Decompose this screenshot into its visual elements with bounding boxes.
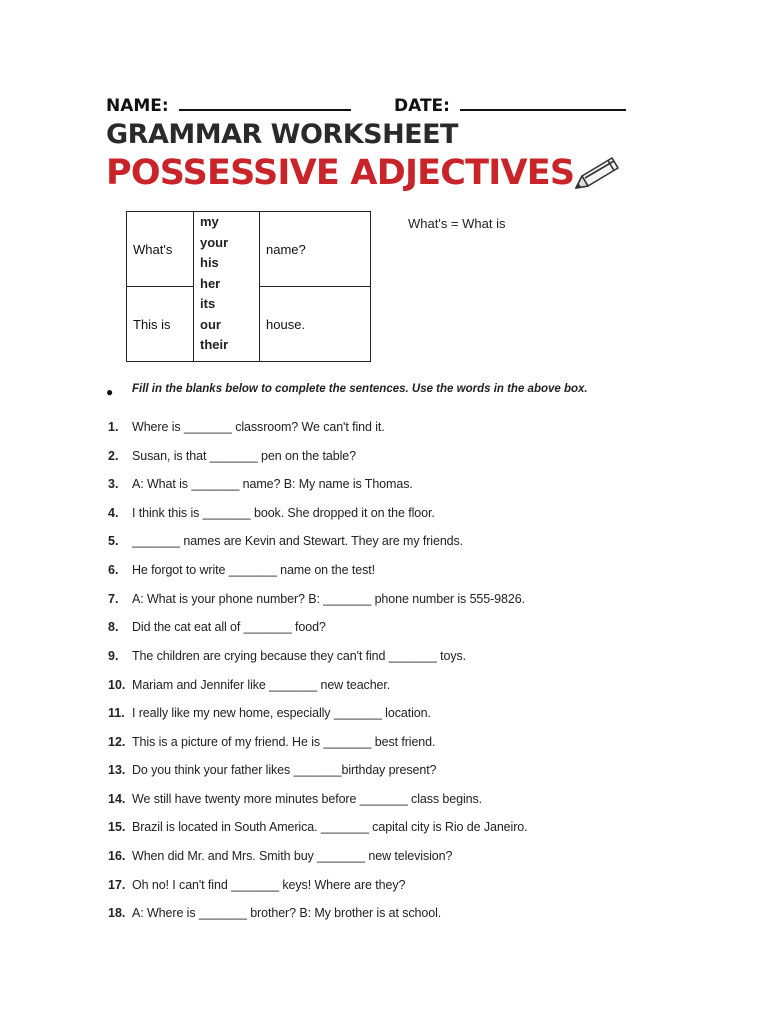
question-item bbox=[108, 878, 405, 892]
question-text: Where is _______ classroom? We can't find it. bbox=[132, 420, 385, 434]
worksheet-subtitle: POSSESSIVE ADJECTIVES bbox=[106, 153, 575, 193]
date-field-row bbox=[394, 95, 626, 116]
box-row1-end: name? bbox=[260, 212, 371, 287]
pronoun-item: their bbox=[200, 337, 229, 352]
pronoun-item: its bbox=[200, 296, 216, 311]
date-blank[interactable] bbox=[460, 95, 626, 111]
question-item bbox=[108, 620, 326, 634]
name-blank[interactable] bbox=[179, 95, 351, 111]
question-text: We still have twenty more minutes before _______ class begins. bbox=[132, 792, 483, 806]
question-text: I think this is _______ book. She dropped it on the floor. bbox=[132, 506, 435, 520]
question-number: 2. bbox=[108, 449, 119, 463]
question-text: Susan, is that _______ pen on the table? bbox=[132, 449, 356, 463]
question-number: 1. bbox=[108, 420, 119, 434]
question-item bbox=[108, 706, 431, 720]
question-number: 18. bbox=[108, 906, 126, 920]
possessive-adjectives-box bbox=[126, 211, 371, 362]
bullet-icon: ● bbox=[106, 385, 114, 399]
question-number: 11. bbox=[108, 706, 125, 720]
question-item bbox=[108, 763, 436, 777]
box-row2-start: This is bbox=[127, 287, 194, 362]
question-item bbox=[108, 420, 385, 434]
question-text: Oh no! I can't find _______ keys! Where are they? bbox=[132, 878, 406, 892]
pronoun-item: your bbox=[200, 234, 229, 250]
question-number: 12. bbox=[108, 735, 126, 749]
question-item bbox=[108, 849, 452, 863]
question-text: The children are crying because they can't find _______ toys. bbox=[132, 649, 466, 663]
question-item bbox=[108, 592, 525, 606]
question-number: 7. bbox=[108, 592, 119, 606]
question-text: This is a picture of my friend. He is _______ best friend. bbox=[132, 735, 436, 749]
question-number: 8. bbox=[108, 620, 119, 634]
question-number: 14. bbox=[108, 792, 126, 806]
question-item bbox=[108, 792, 482, 806]
question-item bbox=[108, 820, 528, 834]
instructions: Fill in the blanks below to complete the sentences. Use the words in the above box. bbox=[132, 383, 588, 395]
pronoun-item: his bbox=[200, 255, 219, 270]
question-item bbox=[108, 735, 435, 749]
question-item bbox=[108, 678, 390, 692]
question-item bbox=[108, 563, 375, 577]
question-number: 16. bbox=[108, 849, 126, 863]
question-text: Brazil is located in South America. _______ capital city is Rio de Janeiro. bbox=[132, 820, 528, 834]
worksheet-title: GRAMMAR WORKSHEET bbox=[106, 119, 458, 150]
question-item bbox=[108, 449, 356, 463]
question-text: When did Mr. and Mrs. Smith buy _______ new television? bbox=[132, 849, 453, 863]
question-text: Mariam and Jennifer like _______ new teacher. bbox=[132, 678, 391, 692]
question-item bbox=[108, 906, 441, 920]
box-row2-end: house. bbox=[260, 287, 371, 362]
pronoun-item: my bbox=[200, 214, 219, 229]
contraction-note: What's = What is bbox=[408, 216, 506, 231]
question-number: 13. bbox=[108, 763, 126, 777]
question-number: 10. bbox=[108, 678, 126, 692]
question-number: 9. bbox=[108, 649, 119, 663]
pencil-icon bbox=[568, 152, 622, 194]
question-text: Do you think your father likes _______birthday present? bbox=[132, 763, 437, 777]
question-item bbox=[108, 534, 463, 548]
question-number: 6. bbox=[108, 563, 119, 577]
question-item bbox=[108, 506, 435, 520]
question-item bbox=[108, 649, 466, 663]
pronoun-list bbox=[194, 212, 260, 362]
name-label: NAME: bbox=[106, 96, 169, 116]
question-text: Did the cat eat all of _______ food? bbox=[132, 620, 326, 634]
question-text: A: What is your phone number? B: _______ phone number is 555-9826. bbox=[132, 592, 525, 606]
question-text: _______ names are Kevin and Stewart. They are my friends. bbox=[132, 534, 464, 548]
question-number: 17. bbox=[108, 878, 126, 892]
question-number: 4. bbox=[108, 506, 119, 520]
question-text: A: Where is _______ brother? B: My brother is at school. bbox=[132, 906, 442, 920]
pronoun-item: our bbox=[200, 316, 221, 332]
name-field-row bbox=[106, 95, 351, 116]
pronoun-item: her bbox=[200, 275, 221, 291]
question-text: A: What is _______ name? B: My name is Thomas. bbox=[132, 477, 413, 491]
box-row1-start: What's bbox=[127, 212, 194, 287]
question-text: I really like my new home, especially _______ location. bbox=[132, 706, 431, 720]
date-label: DATE: bbox=[394, 96, 450, 116]
question-item bbox=[108, 477, 413, 491]
question-number: 5. bbox=[108, 534, 119, 548]
question-text: He forgot to write _______ name on the test! bbox=[132, 563, 375, 577]
question-number: 3. bbox=[108, 477, 119, 491]
question-number: 15. bbox=[108, 820, 126, 834]
